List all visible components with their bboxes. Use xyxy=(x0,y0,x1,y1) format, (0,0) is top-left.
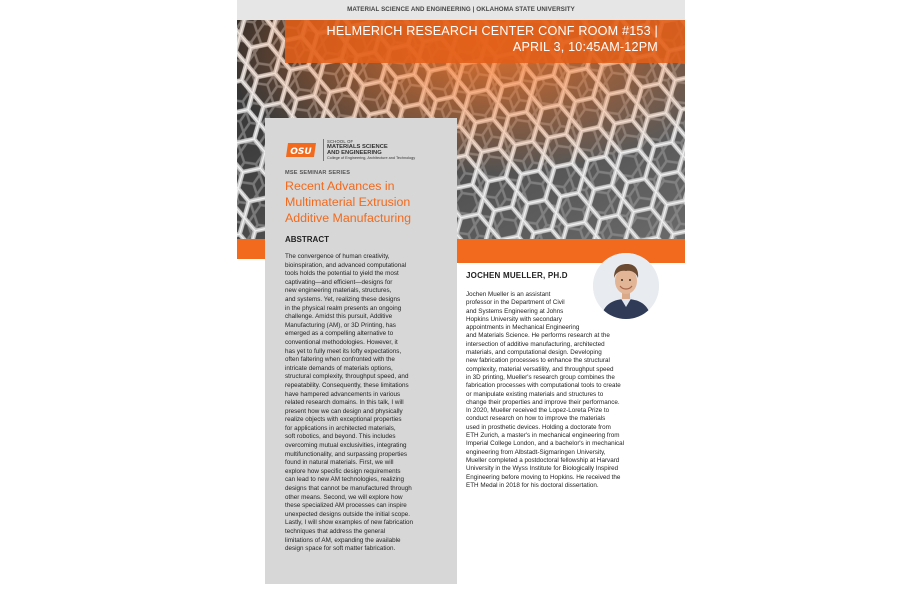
abstract-line: Manufacturing (AM), or 3D Printing, has xyxy=(285,321,396,329)
abstract-line: design space for soft matter fabrication. xyxy=(285,545,396,553)
abstract-line: tools holds the potential to yield the most xyxy=(285,270,399,278)
bio-line: Jochen Mueller is an assistant xyxy=(466,291,551,298)
abstract-line: overcoming mutual exclusivities, integrating xyxy=(285,442,407,450)
banner-location: HELMERICH RESEARCH CENTER CONF ROOM #153 | xyxy=(326,24,658,38)
abstract-line: realize objects with exceptional properties xyxy=(285,416,402,424)
orange-accent-band xyxy=(457,239,685,263)
abstract-line: explore how specific design requirements xyxy=(285,467,401,475)
bio-line: new fabrication processes to enhance the structural xyxy=(466,357,610,365)
abstract-line: for applications in architected materials, xyxy=(285,424,396,432)
speaker-name: JOCHEN MUELLER, PH.D xyxy=(466,271,568,280)
osu-mark-text: OSU xyxy=(290,146,312,157)
bio-line: ETH Medal in 2018 for his doctoral dissertation. xyxy=(466,481,599,489)
location-time-banner xyxy=(285,20,685,63)
abstract-line: has yet to fully meet its lofty expectations, xyxy=(285,347,402,355)
abstract-line: and systems. Yet, realizing these designs xyxy=(285,295,401,303)
osu-logo xyxy=(285,138,445,162)
bio-line: complexity, material versatility, and throughput speed xyxy=(466,365,614,373)
title-line: Multimaterial Extrusion xyxy=(285,195,411,209)
bio-line: or manipulate existing materials and structures to xyxy=(466,390,604,398)
bio-line: University in the Wyss Institute for Biologically Inspired xyxy=(466,465,619,473)
bio-line: and Materials Science. He performs research at the xyxy=(466,332,610,340)
seminar-title xyxy=(285,178,450,226)
abstract-line: found in natural materials. First, we will xyxy=(285,459,394,467)
abstract-line: Lastly, I will show examples of new fabrication xyxy=(285,519,413,527)
school-of-label: SCHOOL OF xyxy=(327,139,354,144)
abstract-line: techniques that address the general xyxy=(285,528,386,535)
bio-line: intersection of additive manufacturing, architected xyxy=(466,340,605,348)
abstract-line: other means. Second, we will explore how xyxy=(285,493,403,501)
abstract-line: often faltering when confronted with the xyxy=(285,356,395,364)
abstract-line: have hampered advancements in various xyxy=(285,390,401,398)
abstract-line: bioinspiration, and advanced computational xyxy=(285,261,407,269)
logo-divider xyxy=(323,139,324,161)
abstract-heading: ABSTRACT xyxy=(285,235,329,244)
osu-brand-icon xyxy=(285,140,319,160)
abstract-line: designs that cannot be manufactured through xyxy=(285,485,412,493)
title-line: Additive Manufacturing xyxy=(285,211,412,225)
bio-line: change their properties and improve their performance. xyxy=(466,398,620,406)
bio-line: used in prosthetic devices. Holding a doctorate from xyxy=(466,423,611,431)
bio-line: in 3D printing, Mueller's research group combines the xyxy=(466,373,615,381)
abstract-line: The convergence of human creativity, xyxy=(285,253,390,260)
bio-line: professor in the Department of Civil xyxy=(466,299,565,307)
school-name-line1: MATERIALS SCIENCE xyxy=(327,144,388,150)
bio-line: Imperial College London, and a bachelor's in mechanical xyxy=(466,440,625,448)
bio-line: and Systems Engineering at Johns xyxy=(466,307,564,315)
abstract-line: emerged as a compelling alternative to xyxy=(285,330,394,338)
abstract-line: these specialized AM processes can inspire xyxy=(285,502,407,510)
bio-line: In 2020, Mueller received the Lopez-Loreta Prize to xyxy=(466,407,610,415)
speaker-bio xyxy=(466,291,656,490)
bio-line: fabrication processes with computational tools to create xyxy=(466,382,621,390)
bio-line: ETH Zurich, a master's in mechanical engineering from xyxy=(466,432,620,440)
banner-datetime: APRIL 3, 10:45AM-12PM xyxy=(512,39,658,54)
abstract-line: unexpected designs outside the initial scope. xyxy=(285,510,410,518)
orange-accent-left xyxy=(237,239,265,259)
bio-line: engineering from Albstadt-Sigmaringen University, xyxy=(466,448,606,456)
abstract-line: soft robotics, and beyond. This includes xyxy=(285,433,396,441)
abstract-panel xyxy=(265,118,457,584)
bio-line: appointments in Mechanical Engineering xyxy=(466,324,580,332)
abstract-line: intricate demands of materials options, xyxy=(285,364,393,372)
seminar-series-label: MSE SEMINAR SERIES xyxy=(285,170,351,176)
abstract-line: limitations of AM, expanding the available xyxy=(285,536,401,544)
bio-line: Hopkins University with secondary xyxy=(466,315,562,323)
flyer-page xyxy=(237,0,685,600)
abstract-line: repeatability. Consequently, these limitations xyxy=(285,381,409,389)
college-name: College of Engineering, Architecture and Technology xyxy=(327,156,416,160)
abstract-line: in the physical realm presents an ongoing xyxy=(285,304,402,312)
abstract-text xyxy=(285,253,450,554)
abstract-line: structural complexity, throughput speed, and xyxy=(285,373,409,381)
abstract-line: related research domains. In this talk, I will xyxy=(285,399,404,407)
bio-line: Engineering before moving to Hopkins. He received the xyxy=(466,473,621,481)
abstract-line: captivating—and efficient—designs for xyxy=(285,278,393,286)
abstract-line: present how we can design and physically xyxy=(285,407,403,415)
abstract-line: multifunctionality, and surpassing properties xyxy=(285,450,408,458)
bio-line: conduct research on how to improve the materials xyxy=(466,415,606,423)
abstract-line: can lead to new AM technologies, realizing xyxy=(285,476,405,484)
abstract-line: new engineering materials, structures, xyxy=(285,287,392,295)
school-name-line2: AND ENGINEERING xyxy=(327,150,382,156)
bio-line: materials, and computational design. Developing xyxy=(466,349,602,357)
bio-line: Mueller completed a postdoctoral fellowship at Harvard xyxy=(466,456,620,464)
abstract-line: conventional methodologies. However, it xyxy=(285,338,398,346)
school-name xyxy=(327,139,415,161)
title-line: Recent Advances in xyxy=(285,179,395,193)
department-header: MATERIAL SCIENCE AND ENGINEERING | OKLAHOMA STATE UNIVERSITY xyxy=(237,0,685,20)
abstract-line: challenge. Amidst this pursuit, Additive xyxy=(285,313,393,321)
